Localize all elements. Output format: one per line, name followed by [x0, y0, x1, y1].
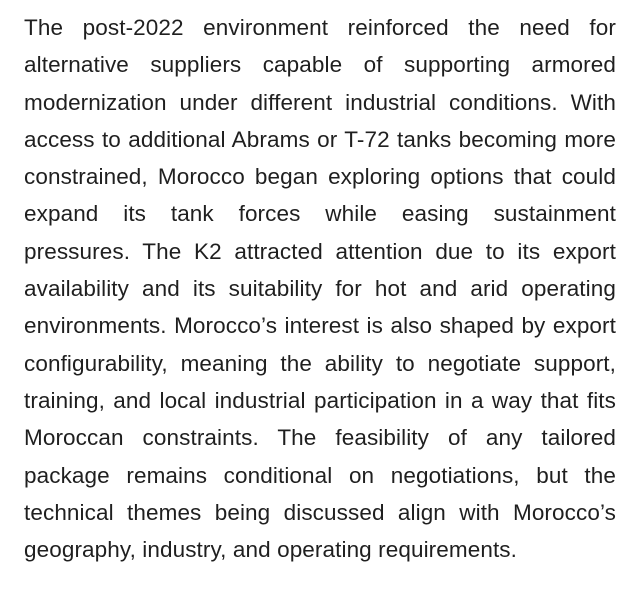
article-paragraph: The post-2022 environment reinforced the need for alternative suppliers capable of supporting armored modernization under different industrial conditions. With access to additional Abrams or T-72 tanks becoming more constrained, Morocco began exploring options that could expand its tank forces while easing sustainment pressures. The K2 attracted attention due to its export availability and its suitability for hot and arid operating environments. Morocco’s interest is also shaped by export configurability, meaning the ability to negotiate support, training, and local industrial participation in a way that fits Moroccan constraints. The feasibility of any tailored package remains conditional on negotiations, but the technical themes being discussed align with Morocco’s geography, industry, and operating requirements.	[24, 15, 616, 563]
